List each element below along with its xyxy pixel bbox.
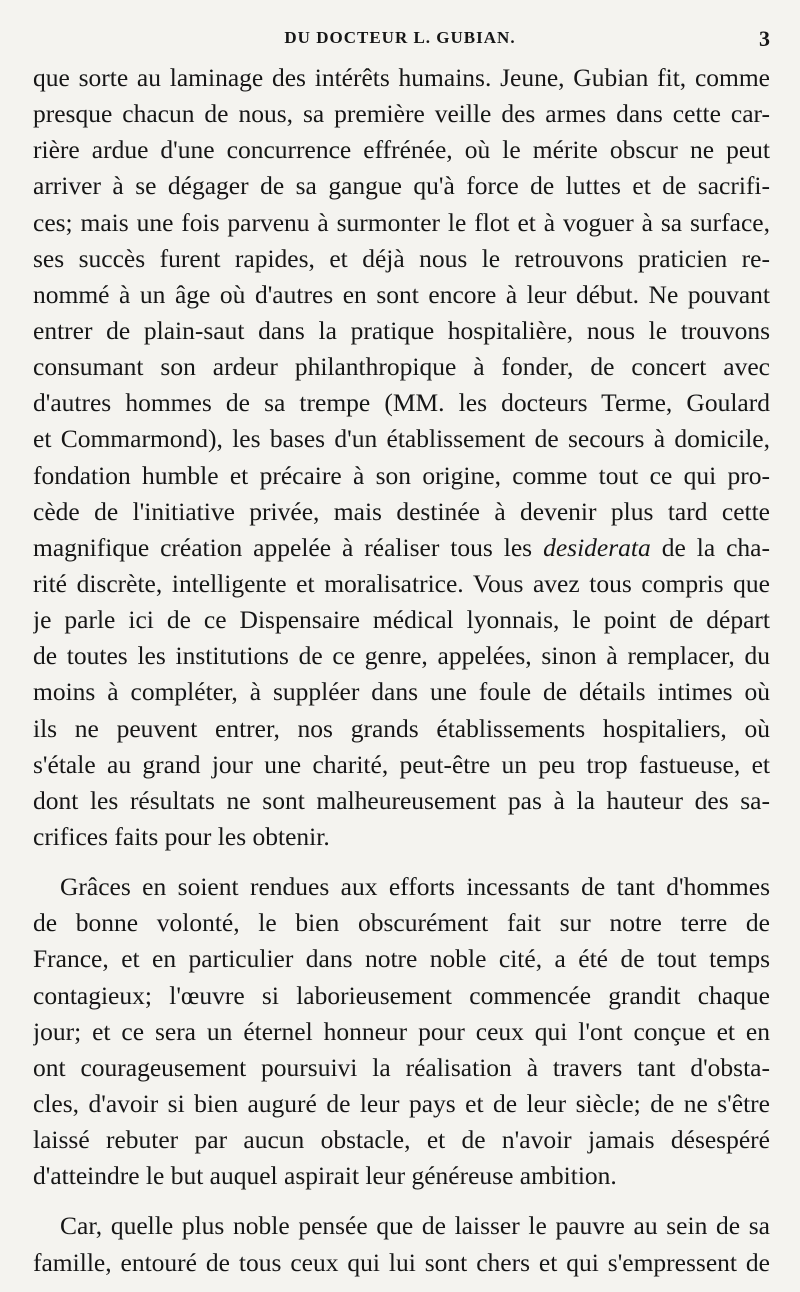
text-line: ses succès furent rapides, et déjà nous le retrouvons praticien re-: [33, 243, 770, 273]
text-line: de toutes les institutions de ce genre, appelées, sinon à remplacer, du: [33, 641, 770, 671]
text-line: laissé rebuter par aucun obstacle, et de n'avoir jamais désespéré: [33, 1125, 770, 1155]
text-line: d'atteindre le but auquel aspirait leur généreuse ambition.: [33, 1161, 617, 1191]
paragraph: [33, 869, 770, 1194]
text-line: magnifique création appelée à réaliser tous les desiderata de la cha-: [33, 532, 770, 562]
text-line: Car, quelle plus noble pensée que de laisser le pauvre au sein de sa: [60, 1211, 770, 1241]
running-title: DU DOCTEUR L. GUBIAN.: [284, 28, 516, 47]
text-line: entrer de plain-saut dans la pratique hospitalière, nous le trouvons: [33, 315, 770, 345]
paragraph-gap: [33, 855, 770, 869]
text-line: fondation humble et précaire à son origine, comme tout ce qui pro-: [33, 460, 770, 490]
text-line: ils ne peuvent entrer, nos grands établissements hospitaliers, où: [33, 713, 770, 743]
text-line: je parle ici de ce Dispensaire médical lyonnais, le point de départ: [33, 605, 770, 635]
paragraph-gap: [33, 1194, 770, 1208]
paragraph: [33, 60, 770, 855]
italic-term: desiderata: [543, 532, 651, 562]
body-text: [33, 60, 770, 1281]
text-line: rière ardue d'une concurrence effrénée, où le mérite obscur ne peut: [33, 135, 770, 165]
text-line: ont courageusement poursuivi la réalisation à travers tant d'obsta-: [33, 1052, 770, 1082]
text-line: cles, d'avoir si bien auguré de leur pays et de leur siècle; de ne s'être: [33, 1088, 770, 1118]
text-line: et Commarmond), les bases d'un établissement de secours à domicile,: [33, 424, 770, 454]
text-line: s'étale au grand jour une charité, peut-être un peu trop fastueuse, et: [33, 749, 770, 779]
text-line: crifices faits pour les obtenir.: [33, 821, 330, 851]
text-line: nommé à un âge où d'autres en sont encore à leur début. Ne pouvant: [33, 279, 770, 309]
running-head: [0, 28, 800, 60]
text-line: presque chacun de nous, sa première veille des armes dans cette car-: [33, 99, 770, 129]
text-line: Grâces en soient rendues aux efforts incessants de tant d'hommes: [60, 872, 770, 902]
text-line: consumant son ardeur philanthropique à fonder, de concert avec: [33, 352, 770, 382]
text-line: dont les résultats ne sont malheureusement pas à la hauteur des sa-: [33, 785, 770, 815]
text-line: que sorte au laminage des intérêts humains. Jeune, Gubian fit, comme: [33, 63, 770, 92]
paragraph: [33, 1208, 770, 1280]
text-line: moins à compléter, à suppléer dans une foule de détails intimes où: [33, 677, 770, 707]
text-line: cède de l'initiative privée, mais destinée à devenir plus tard cette: [33, 496, 770, 526]
page-number: 3: [759, 26, 770, 51]
text-line: famille, entouré de tous ceux qui lui sont chers et qui s'empressent de: [33, 1247, 770, 1277]
text-line: d'autres hommes de sa trempe (MM. les docteurs Terme, Goulard: [33, 388, 770, 418]
text-line: contagieux; l'œuvre si laborieusement commencée grandit chaque: [33, 980, 770, 1010]
text-line: France, et en particulier dans notre noble cité, a été de tout temps: [33, 944, 770, 974]
text-line: arriver à se dégager de sa gangue qu'à force de luttes et de sacrifi-: [33, 171, 770, 201]
text-line: rité discrète, intelligente et moralisatrice. Vous avez tous compris que: [33, 568, 770, 598]
text-line: jour; et ce sera un éternel honneur pour ceux qui l'ont conçue et en: [33, 1016, 770, 1046]
text-line: de bonne volonté, le bien obscurément fait sur notre terre de: [33, 908, 770, 938]
text-line: ces; mais une fois parvenu à surmonter le flot et à voguer à sa surface,: [33, 207, 770, 237]
